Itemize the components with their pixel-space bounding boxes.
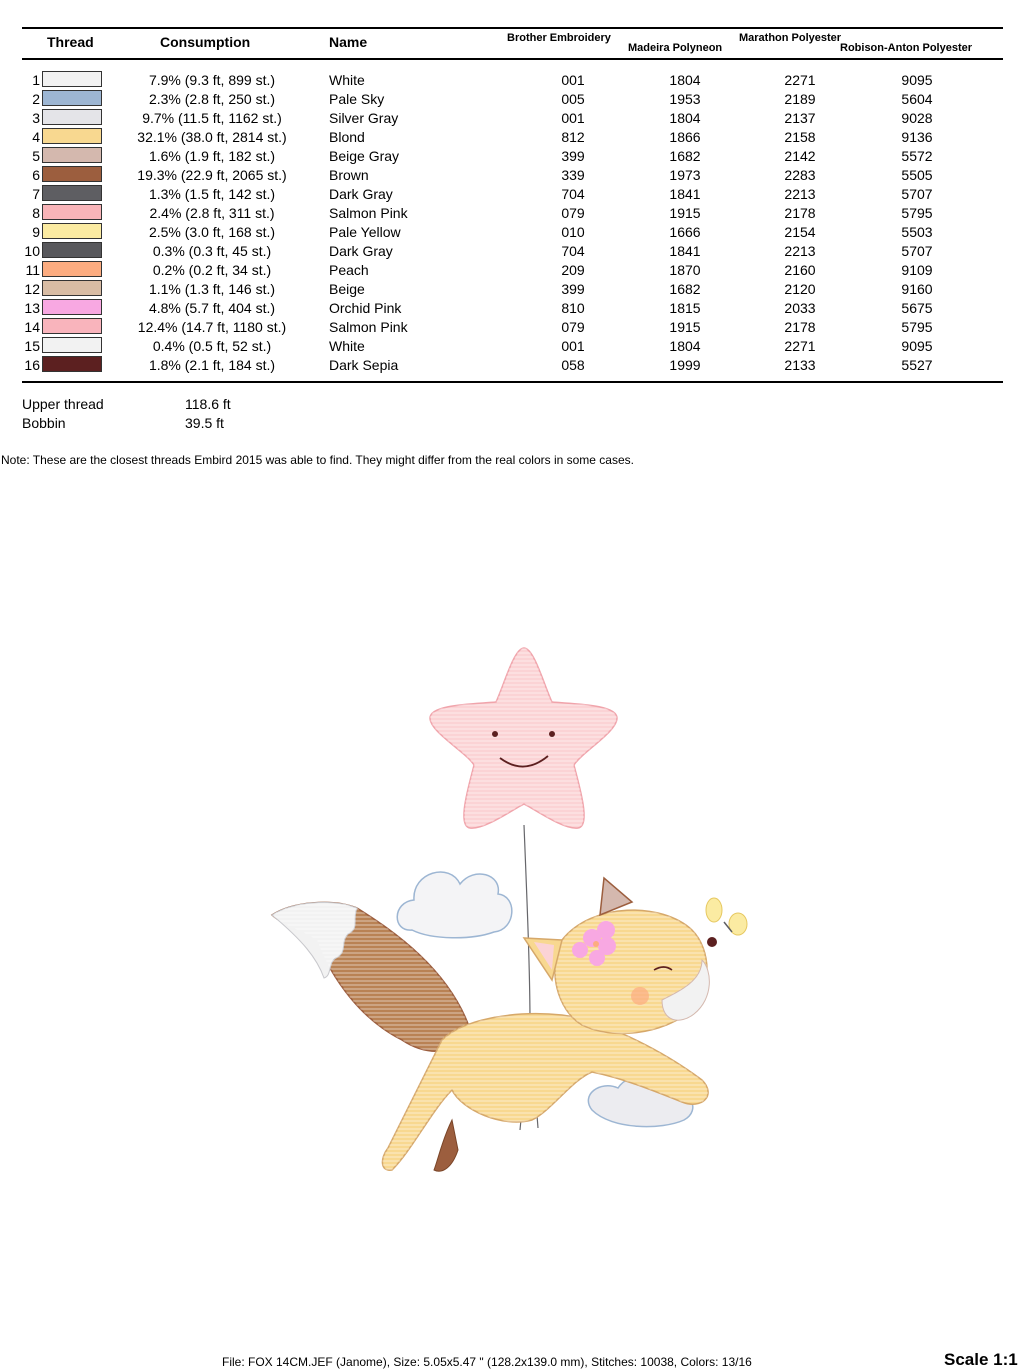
file-info: File: FOX 14CM.JEF (Janome), Size: 5.05x5.47 " (128.2x139.0 mm), Stitches: 10038, Colors: 13/16: [222, 1355, 752, 1369]
thread-robison-code: 9109: [901, 262, 933, 278]
thread-consumption: 32.1% (38.0 ft, 2814 st.): [137, 129, 287, 145]
thread-name: Blond: [329, 129, 365, 145]
color-swatch: [42, 356, 102, 372]
thread-brother-code: 001: [561, 110, 585, 126]
thread-row: [0, 127, 1024, 146]
thread-marathon-code: 2189: [784, 91, 816, 107]
thread-marathon-code: 2158: [784, 129, 816, 145]
color-swatch: [42, 109, 102, 125]
header-name: Name: [329, 34, 368, 50]
thread-number: 4: [32, 129, 40, 145]
thread-robison-code: 5707: [901, 186, 933, 202]
thread-madeira-code: 1973: [669, 167, 701, 183]
thread-consumption: 0.4% (0.5 ft, 52 st.): [152, 338, 272, 354]
thread-row: [0, 89, 1024, 108]
thread-brother-code: 810: [561, 300, 585, 316]
thread-marathon-code: 2213: [784, 243, 816, 259]
thread-row: [0, 355, 1024, 374]
thread-name: Beige Gray: [329, 148, 400, 164]
thread-row: [0, 298, 1024, 317]
thread-row: [0, 260, 1024, 279]
thread-consumption: 4.8% (5.7 ft, 404 st.): [148, 300, 276, 316]
thread-madeira-code: 1915: [669, 319, 701, 335]
thread-brother-code: 010: [561, 224, 585, 240]
thread-madeira-code: 1682: [669, 148, 701, 164]
color-swatch: [42, 128, 102, 144]
thread-madeira-code: 1804: [669, 72, 701, 88]
thread-number: 6: [32, 167, 40, 183]
thread-consumption: 19.3% (22.9 ft, 2065 st.): [137, 167, 287, 183]
header-robison: Robison-Anton Polyester: [840, 42, 973, 54]
thread-number: 3: [32, 110, 40, 126]
thread-marathon-code: 2283: [784, 167, 816, 183]
thread-madeira-code: 1815: [669, 300, 701, 316]
thread-consumption: 2.5% (3.0 ft, 168 st.): [148, 224, 276, 240]
thread-marathon-code: 2213: [784, 186, 816, 202]
thread-name: Beige: [329, 281, 365, 297]
thread-number: 5: [32, 148, 40, 164]
thread-name: Pale Sky: [329, 91, 385, 107]
thread-brother-code: 079: [561, 205, 585, 221]
thread-marathon-code: 2178: [784, 319, 816, 335]
thread-robison-code: 5795: [901, 205, 933, 221]
thread-consumption: 1.1% (1.3 ft, 146 st.): [148, 281, 276, 297]
color-swatch: [42, 71, 102, 87]
color-swatch: [42, 299, 102, 315]
color-swatch: [42, 166, 102, 182]
thread-marathon-code: 2133: [784, 357, 816, 373]
thread-row: [0, 184, 1024, 203]
thread-number: 11: [25, 262, 40, 278]
color-swatch: [42, 337, 102, 353]
thread-robison-code: 5604: [901, 91, 933, 107]
thread-brother-code: 704: [561, 186, 585, 202]
thread-name: Dark Gray: [329, 186, 393, 202]
thread-name: White: [329, 72, 365, 88]
thread-robison-code: 9028: [901, 110, 933, 126]
thread-number: 15: [24, 338, 40, 354]
thread-brother-code: 001: [561, 72, 585, 88]
thread-madeira-code: 1666: [669, 224, 701, 240]
upper-thread-label: Upper thread: [22, 396, 104, 412]
thread-brother-code: 209: [561, 262, 585, 278]
thread-marathon-code: 2137: [784, 110, 816, 126]
thread-row: [0, 279, 1024, 298]
thread-number: 1: [32, 72, 40, 88]
thread-madeira-code: 1953: [669, 91, 701, 107]
thread-name: Silver Gray: [329, 110, 399, 126]
header-consumption: Consumption: [160, 34, 251, 50]
thread-robison-code: 9160: [901, 281, 933, 297]
color-swatch: [42, 280, 102, 296]
thread-name: Dark Gray: [329, 243, 393, 259]
color-swatch: [42, 318, 102, 334]
thread-marathon-code: 2033: [784, 300, 816, 316]
thread-number: 14: [24, 319, 40, 335]
note-text: Note: These are the closest threads Embird 2015 was able to find. They might differ from the real colors in some cases.: [1, 453, 634, 467]
bobbin-label: Bobbin: [22, 415, 66, 431]
thread-robison-code: 9095: [901, 72, 933, 88]
thread-name: Brown: [329, 167, 369, 183]
bobbin-value: 39.5 ft: [185, 415, 224, 431]
header-madeira: Madeira Polyneon: [628, 42, 723, 54]
thread-number: 10: [24, 243, 40, 259]
cloud: [397, 872, 512, 938]
header-brother: Brother Embroidery: [507, 32, 611, 44]
thread-robison-code: 5707: [901, 243, 933, 259]
thread-number: 12: [24, 281, 40, 297]
thread-number: 16: [24, 357, 40, 373]
thread-consumption: 1.3% (1.5 ft, 142 st.): [148, 186, 276, 202]
thread-robison-code: 9095: [901, 338, 933, 354]
thread-name: Peach: [329, 262, 369, 278]
thread-consumption: 2.4% (2.8 ft, 311 st.): [149, 205, 275, 221]
thread-marathon-code: 2271: [784, 338, 816, 354]
thread-madeira-code: 1866: [669, 129, 701, 145]
thread-marathon-code: 2120: [784, 281, 816, 297]
color-swatch: [42, 242, 102, 258]
thread-row: [0, 108, 1024, 127]
thread-brother-code: 005: [561, 91, 585, 107]
thread-robison-code: 5572: [901, 148, 933, 164]
thread-marathon-code: 2178: [784, 205, 816, 221]
embroidery-preview: [262, 640, 762, 1180]
thread-madeira-code: 1915: [669, 205, 701, 221]
thread-marathon-code: 2160: [784, 262, 816, 278]
thread-row: [0, 70, 1024, 89]
thread-number: 7: [32, 186, 40, 202]
header-thread: Thread: [47, 34, 94, 50]
thread-marathon-code: 2271: [784, 72, 816, 88]
thread-number: 8: [32, 205, 40, 221]
thread-madeira-code: 1841: [669, 186, 701, 202]
thread-consumption: 0.2% (0.2 ft, 34 st.): [152, 262, 272, 278]
thread-brother-code: 812: [561, 129, 585, 145]
thread-row: [0, 241, 1024, 260]
thread-madeira-code: 1804: [669, 110, 701, 126]
color-swatch: [42, 90, 102, 106]
thread-consumption: 2.3% (2.8 ft, 250 st.): [148, 91, 276, 107]
thread-robison-code: 5795: [901, 319, 933, 335]
bottom-rule: [22, 381, 1003, 383]
thread-madeira-code: 1870: [669, 262, 701, 278]
thread-name: Pale Yellow: [329, 224, 401, 240]
thread-madeira-code: 1682: [669, 281, 701, 297]
header-rule: [22, 58, 1003, 60]
thread-brother-code: 339: [561, 167, 585, 183]
thread-madeira-code: 1999: [669, 357, 701, 373]
color-swatch: [42, 223, 102, 239]
thread-madeira-code: 1841: [669, 243, 701, 259]
color-swatch: [42, 185, 102, 201]
thread-row: [0, 146, 1024, 165]
thread-consumption: 1.8% (2.1 ft, 184 st.): [148, 357, 276, 373]
thread-name: White: [329, 338, 365, 354]
thread-brother-code: 704: [561, 243, 585, 259]
thread-name: Orchid Pink: [329, 300, 402, 316]
butterfly-decoration: [706, 898, 747, 935]
thread-robison-code: 5503: [901, 224, 933, 240]
thread-row: [0, 336, 1024, 355]
thread-number: 2: [32, 91, 40, 107]
thread-row: [0, 317, 1024, 336]
thread-number: 9: [32, 224, 40, 240]
thread-row: [0, 165, 1024, 184]
thread-marathon-code: 2154: [784, 224, 816, 240]
thread-brother-code: 001: [561, 338, 585, 354]
header-marathon: Marathon Polyester: [739, 32, 842, 44]
thread-robison-code: 5675: [901, 300, 933, 316]
color-swatch: [42, 147, 102, 163]
scale-label: Scale 1:1: [944, 1350, 1018, 1369]
thread-row: [0, 222, 1024, 241]
thread-madeira-code: 1804: [669, 338, 701, 354]
thread-name: Salmon Pink: [329, 319, 408, 335]
color-swatch: [42, 261, 102, 277]
thread-brother-code: 058: [561, 357, 585, 373]
thread-consumption: 9.7% (11.5 ft, 1162 st.): [142, 110, 282, 126]
upper-thread-value: 118.6 ft: [185, 396, 231, 412]
thread-number: 13: [24, 300, 40, 316]
thread-consumption: 7.9% (9.3 ft, 899 st.): [148, 72, 276, 88]
thread-brother-code: 399: [561, 281, 585, 297]
top-rule: [22, 27, 1003, 29]
thread-name: Dark Sepia: [329, 357, 399, 373]
thread-consumption: 0.3% (0.3 ft, 45 st.): [152, 243, 272, 259]
thread-brother-code: 399: [561, 148, 585, 164]
thread-robison-code: 9136: [901, 129, 933, 145]
color-swatch: [42, 204, 102, 220]
thread-row: [0, 203, 1024, 222]
thread-consumption: 12.4% (14.7 ft, 1180 st.): [137, 319, 287, 335]
thread-robison-code: 5505: [901, 167, 933, 183]
thread-marathon-code: 2142: [784, 148, 816, 164]
thread-robison-code: 5527: [901, 357, 933, 373]
thread-name: Salmon Pink: [329, 205, 408, 221]
thread-brother-code: 079: [561, 319, 585, 335]
thread-consumption: 1.6% (1.9 ft, 182 st.): [148, 148, 276, 164]
